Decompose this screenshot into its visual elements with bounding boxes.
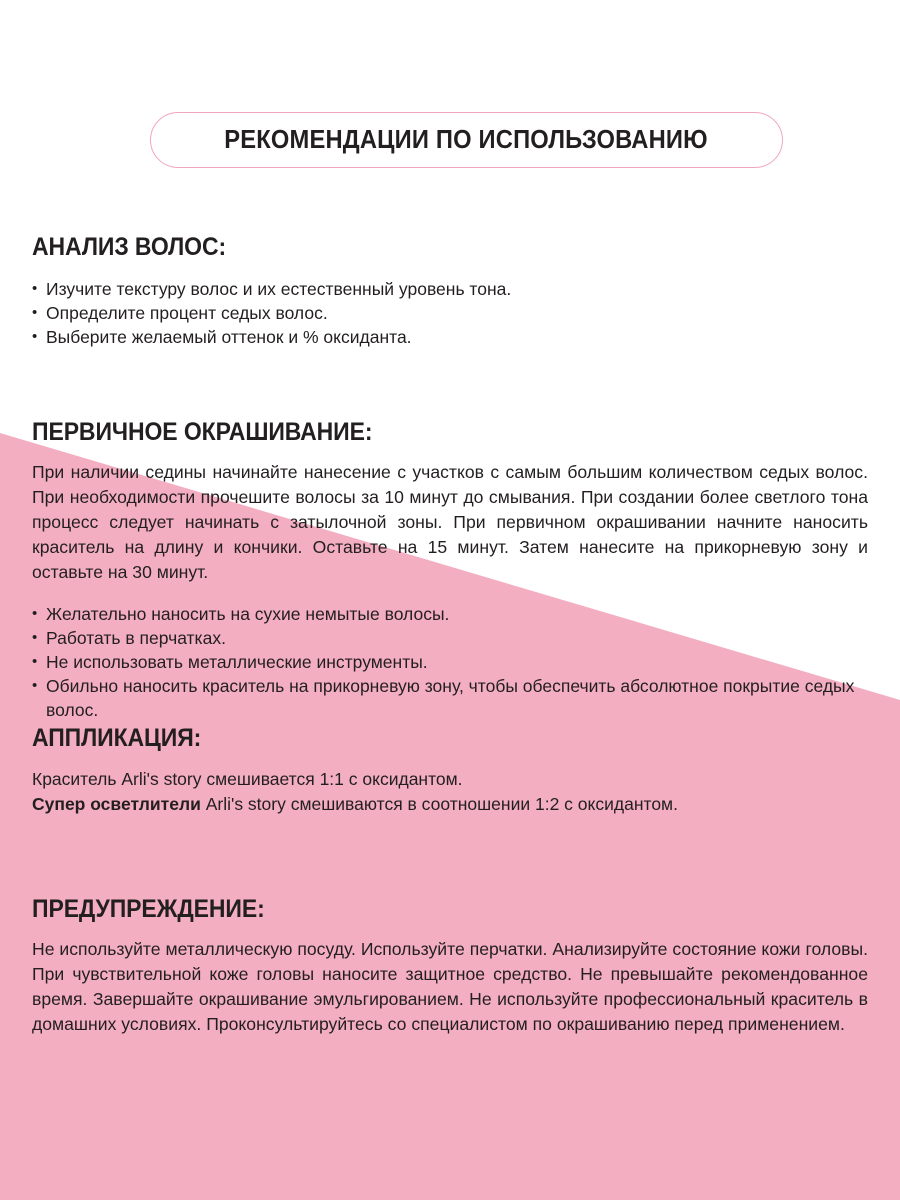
list-item: • Работать в перчатках.: [32, 627, 868, 651]
list-item: • Желательно наносить на сухие немытые волосы.: [32, 603, 868, 627]
section-heading-application: АППЛИКАЦИЯ:: [32, 724, 202, 752]
super-lighteners-label: Супер осветлители: [32, 794, 201, 815]
section-application: [32, 724, 868, 818]
list-item: • Изучите текстуру волос и их естественный уровень тона.: [32, 278, 868, 302]
warning-paragraph: Не используйте металлическую посуду. Используйте перчатки. Анализируйте состояние кожи головы. При чувствительной коже головы наносите защитное средство. Не превышайте рекомендованное время. Завершайте окрашивание эмульгированием. Не используйте профессиональный краситель в домашних условиях. Проконсультируйтесь со специалистом по окрашиванию перед применением.: [32, 939, 868, 1034]
section-primary-coloring: [32, 418, 868, 723]
page-title: РЕКОМЕНДАЦИИ ПО ИСПОЛЬЗОВАНИЮ: [224, 125, 709, 154]
primary-coloring-paragraph: При наличии седины начинайте нанесение с участков с самым большим количеством седых волос. При необходимости прочешите волосы за 10 минут до смывания. При создании более светлого тона процесс следует начинать с затылочной зоны. При первичном окрашивании начните наносить краситель на длину и кончики. Оставьте на 15 минут. Затем нанесите на прикорневую зону и оставьте на 30 минут.: [32, 462, 868, 582]
section-warning: [32, 895, 868, 1037]
application-mixing-ratio-super-lighteners: [32, 792, 868, 817]
list-item: • Определите процент седых волос.: [32, 302, 868, 326]
section-heading-warning: ПРЕДУПРЕЖДЕНИЕ:: [32, 895, 265, 923]
list-item: • Обильно наносить краситель на прикорневую зону, чтобы обеспечить абсолютное покрытие седых волос.: [32, 675, 868, 723]
section-heading-primary-coloring: ПЕРВИЧНОЕ ОКРАШИВАНИЕ:: [32, 418, 373, 446]
section-heading-hair-analysis: АНАЛИЗ ВОЛОС:: [32, 233, 227, 261]
application-mixing-ratio-standard: Краситель Arli's story смешивается 1:1 с оксидантом.: [32, 769, 463, 789]
section-hair-analysis: [32, 233, 868, 350]
page-title-pill: [150, 112, 783, 168]
list-item: • Не использовать металлические инструменты.: [32, 651, 868, 675]
super-lighteners-ratio-text: Arli's story смешиваются в соотношении 1:2 с оксидантом.: [200, 794, 678, 815]
list-item: • Выберите желаемый оттенок и % оксиданта.: [32, 326, 868, 350]
primary-coloring-bullet-list: [32, 603, 868, 723]
hair-analysis-bullet-list: [32, 278, 868, 350]
